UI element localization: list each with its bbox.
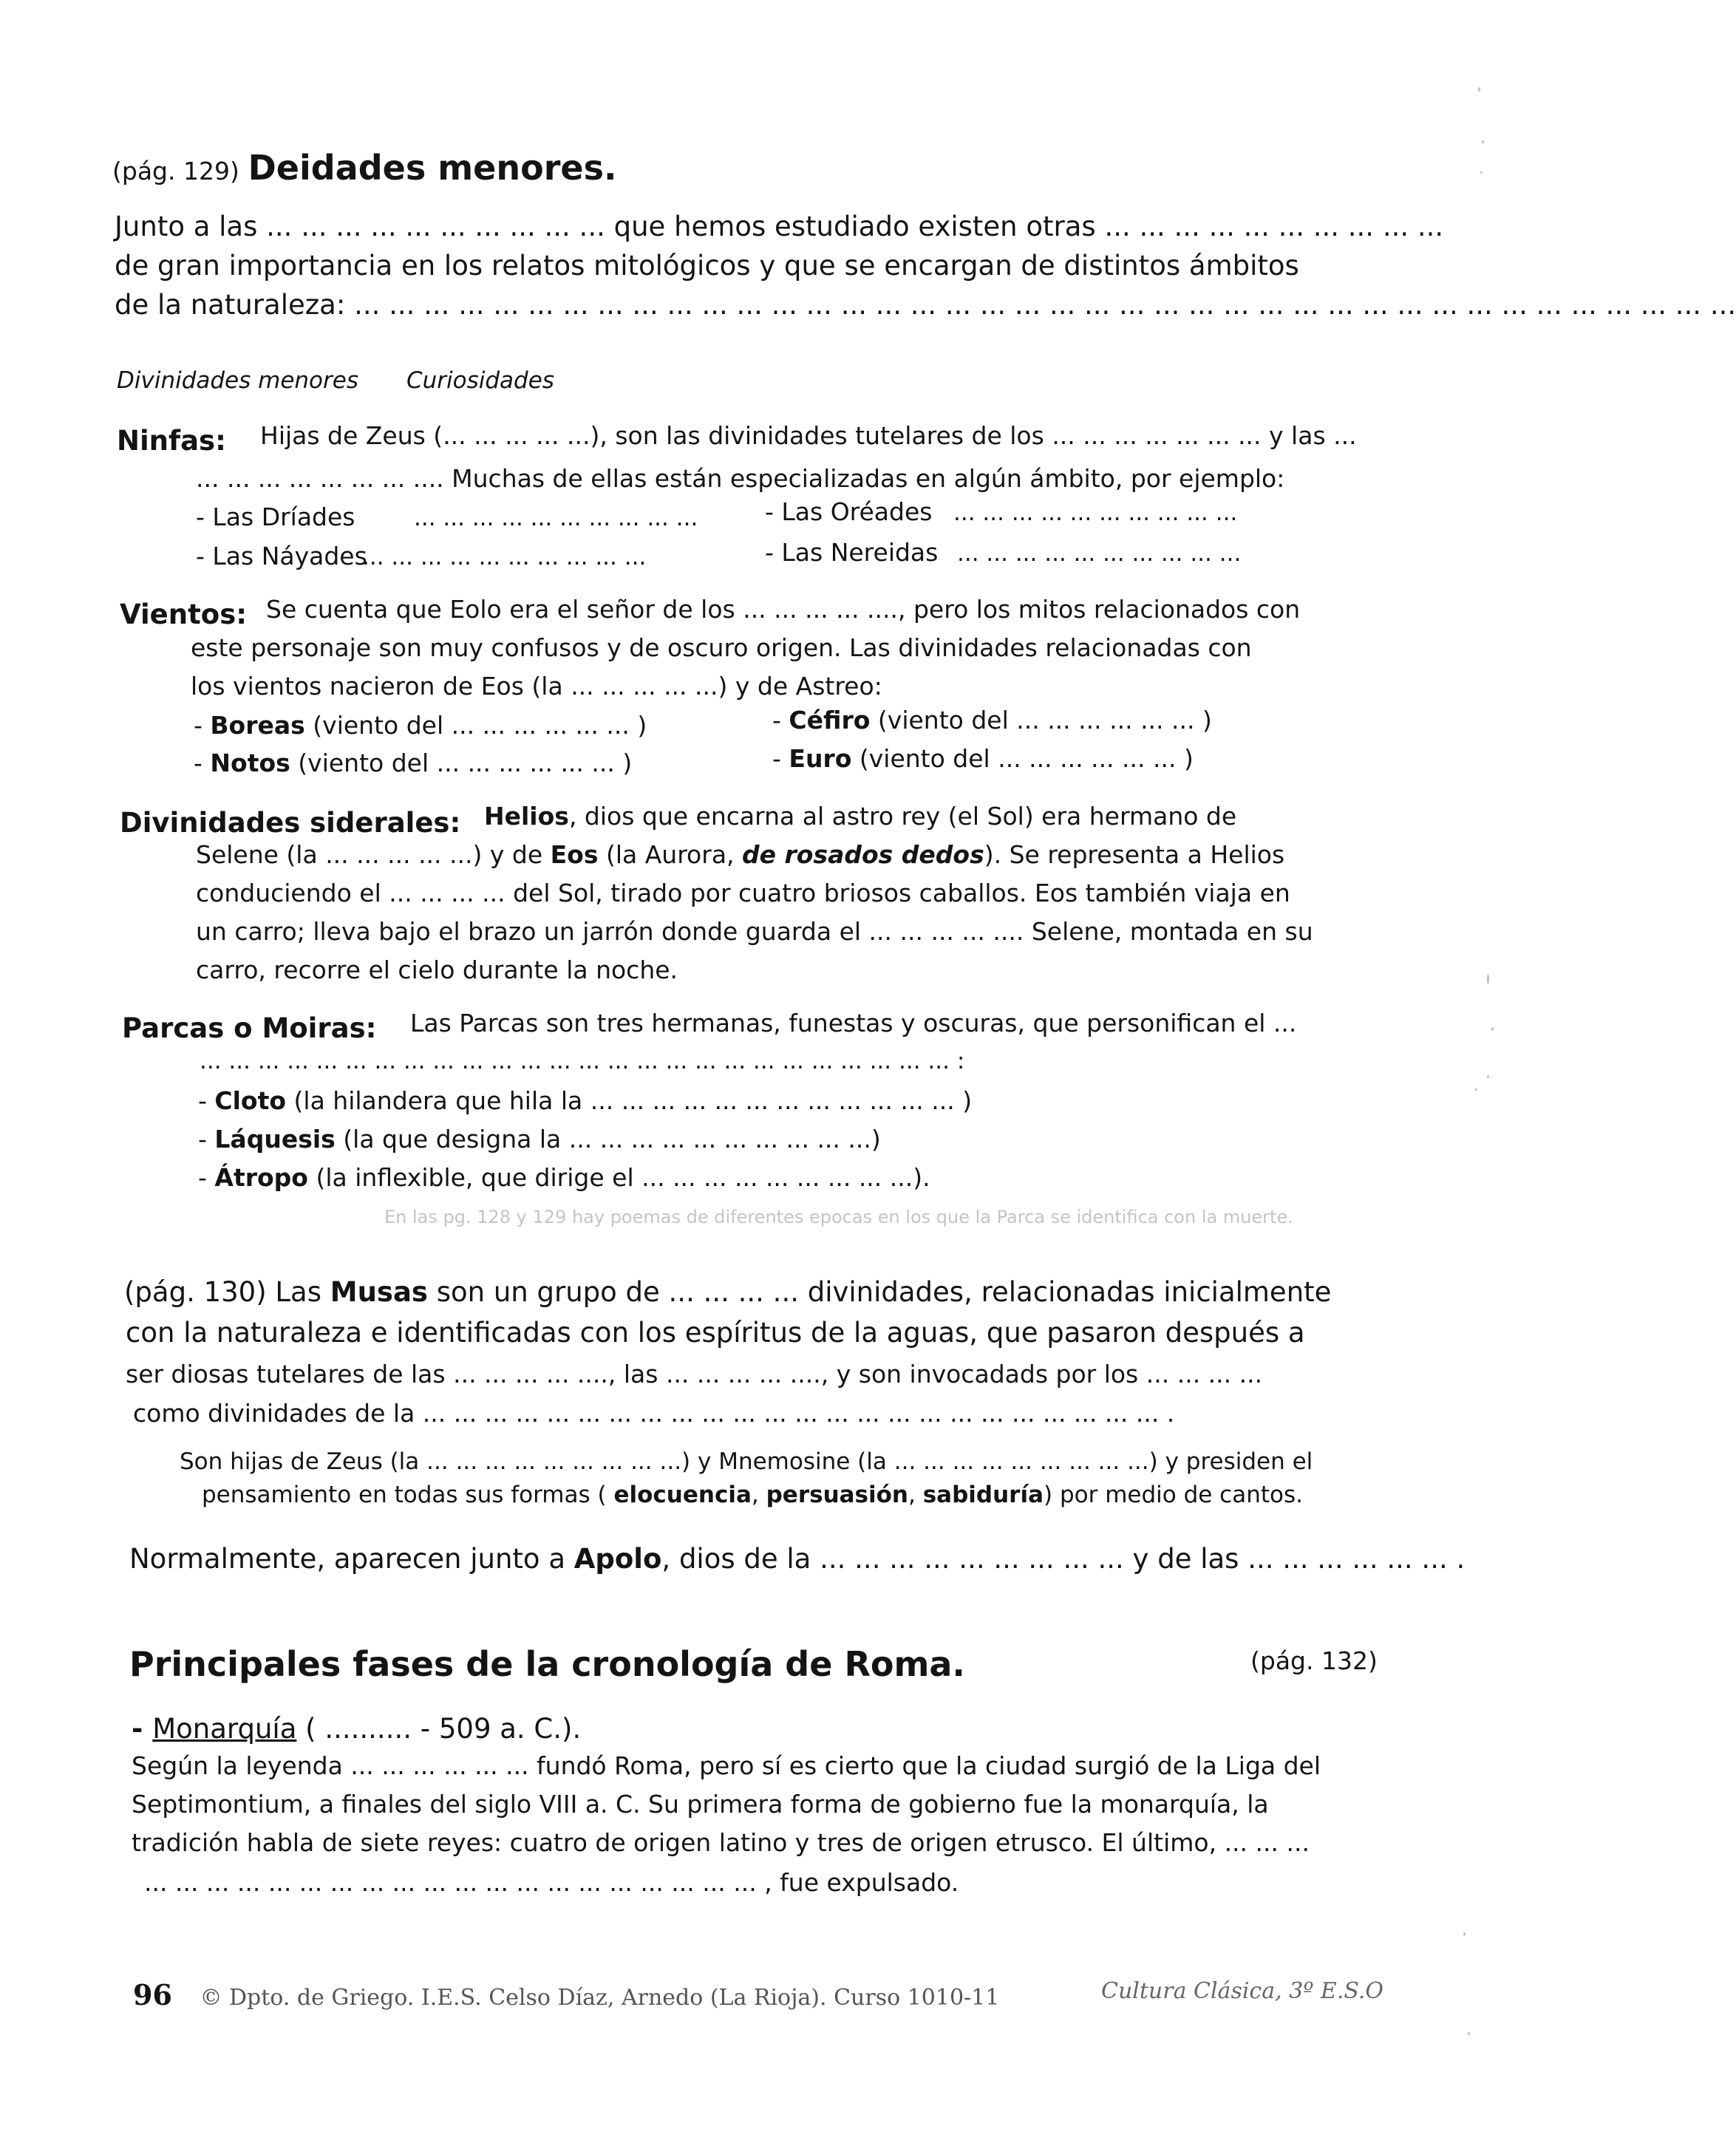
text: (la que designa la (335, 1125, 569, 1154)
blank-dots: .......... (324, 1713, 412, 1745)
name-helios: Helios (484, 802, 569, 831)
blank-dots: ... ... ... ... ... ... ... ... ... ... (1104, 211, 1444, 242)
text: con la naturaleza e identificadas con los espíritus de la aguas, que pasaron después a (126, 1317, 1305, 1349)
text: que hemos estudiado existen otras (605, 211, 1105, 242)
blank-dots: ... ... ... ... ... (443, 421, 590, 450)
text: ) por medio de cantos. (1044, 1482, 1303, 1508)
blank-dots: ... ... ... ... ... (571, 672, 718, 701)
scan-speck (1482, 140, 1484, 143)
blank-dots: ... ... ... ... ... ... ... ... ... (820, 1543, 1124, 1575)
text: como divinidades de la (133, 1399, 423, 1428)
text: , dios que encarna al astro rey (el Sol) era hermano de (568, 802, 1237, 831)
blank-dots: ... ... ... ... .... (743, 595, 898, 624)
blank-dots: ... ... ... ... ... ... (451, 711, 630, 740)
vientos-euro (772, 744, 1194, 774)
text: Según la leyenda (132, 1751, 351, 1780)
text: , pero los mitos relacionados con (898, 595, 1301, 624)
wind-name: Boreas (210, 711, 305, 740)
ninfas-nayades (196, 542, 367, 571)
blank-dots: ... ... ... ... ... ... ... ... ... (893, 1448, 1149, 1475)
blank-dots: ... ... ... ... .... (453, 1360, 608, 1388)
roma-title (129, 1644, 965, 1685)
blank-dots: ... ... ... ... .... (868, 917, 1024, 946)
text: ). Se representa a Helios (984, 840, 1285, 869)
text: (la hilandera que hila la (286, 1086, 590, 1115)
ninfas-label (117, 425, 226, 457)
text: Cultura Clásica, 3º E.S.O (1101, 1978, 1383, 2004)
text: son un grupo de (427, 1276, 669, 1308)
name-apolo: Apolo (573, 1543, 662, 1575)
blank-dots: ... ... ... ... ... ... ... ... ... ... ... ... ... ... ... ... ... ... ... ... ... ... ... ... . (422, 1399, 1175, 1428)
text: divinidades, relacionadas inicialmente (798, 1276, 1332, 1308)
parcas-line-2 (200, 1048, 964, 1075)
scan-speck (1468, 2032, 1470, 2035)
text: Selene, montada en su (1024, 917, 1313, 946)
vientos-cefiro (772, 706, 1212, 735)
blank-dots: ... ... ... ... (1146, 1360, 1263, 1388)
vientos-line-3 (191, 672, 882, 701)
text: y las ... (1261, 421, 1357, 450)
text: , fue expulsado. (756, 1868, 959, 1897)
text: ) y de Astreo: (718, 672, 882, 701)
blank-dots: ... ... ... ... (668, 1276, 799, 1308)
intro-line-1 (115, 211, 1443, 243)
page-number: 96 (133, 1978, 172, 2011)
text: - (194, 749, 211, 777)
text: Se cuenta que Eolo era el señor de los (266, 595, 743, 624)
text: y de las (1123, 1543, 1248, 1575)
blank-dots: ... ... ... ... ... ... ... ... ... (426, 1448, 682, 1475)
text: pensamiento en todas sus formas ( (202, 1482, 614, 1508)
text: (la inflexible, que dirige el (307, 1163, 642, 1192)
column-header-divinidades (117, 367, 358, 395)
text: Vientos: (120, 599, 248, 630)
blank-dots: ... ... ... ... ... ... (436, 749, 615, 777)
page-footer (133, 1978, 999, 2012)
siderales-line-2 (196, 840, 1284, 870)
scan-speck (1480, 171, 1483, 174)
epithet: de rosados dedos (742, 840, 984, 869)
text: ) (954, 1086, 973, 1115)
text: Normalmente, aparecen junto a (129, 1543, 574, 1575)
roma-para-1 (132, 1751, 1321, 1781)
text: - (132, 1713, 153, 1745)
musas-line-4 (133, 1399, 1174, 1428)
blank-dots: ... ... ... ... ... ... ... (1052, 421, 1262, 450)
ninfas-nereidas-blank (957, 540, 1241, 568)
text: Divinidades siderales: (120, 807, 461, 839)
text: (viento del (870, 706, 1017, 735)
intro-line-3 (115, 289, 1736, 321)
ninfas-oreades-blank (953, 500, 1237, 527)
text: , (751, 1482, 766, 1508)
footer-course (1101, 1978, 1383, 2005)
blank-dots: ... ... ... ... ... (325, 840, 473, 869)
text: fundó Roma, pero sí es cierto que la ciudad surgió de la Liga del (528, 1751, 1321, 1780)
blank-dots: ... ... ... ... ... ... ... ... ... ... (568, 1125, 871, 1154)
vientos-line-1 (266, 595, 1300, 624)
text: Ninfas: (117, 425, 226, 457)
scan-speck (1475, 1088, 1477, 1091)
keyword: persuasión (766, 1482, 908, 1508)
text: Septimontium, a finales del siglo VIII a. C. Su primera forma de gobierno fue la monarquía, la (132, 1790, 1269, 1819)
text: Selene (la (196, 840, 326, 869)
scan-speck (1491, 1027, 1494, 1031)
ninfas-driades (196, 502, 355, 532)
text: - (772, 706, 789, 735)
page-ref: (pág. 130) (124, 1276, 267, 1308)
faint-note (384, 1207, 1293, 1228)
roma-para-3 (132, 1828, 1310, 1858)
siderales-label (120, 807, 460, 839)
text: ) (1194, 706, 1212, 735)
text: - 509 a. C.). (411, 1713, 582, 1745)
ninfas-nereidas (765, 538, 938, 568)
vientos-line-2 (191, 633, 1252, 663)
blank-dots: ... ... ... ... ... ... ... ... ... ... ... ... (590, 1086, 955, 1115)
text: (pág. 132) (1250, 1646, 1378, 1675)
column-header-curiosidades (406, 367, 554, 395)
blank-dots: ... ... ... ... ... ... ... ... ... ... ... ... ... ... ... ... ... ... ... ... ... ... ... ... ... ... ... ... ... ... ... ... ... ... ... ... ... ... ... ... (354, 289, 1736, 321)
ninfas-line-1 (260, 421, 1357, 451)
text: - (198, 1125, 215, 1154)
period-name: Monarquía (152, 1713, 297, 1745)
scan-speck (1487, 1075, 1489, 1078)
musas-line-3 (126, 1360, 1262, 1389)
ninfas-driades-blank (414, 505, 698, 532)
intro-line-2 (115, 250, 1299, 282)
text: Las Parcas son tres hermanas, funestas y oscuras, que personifican el ... (410, 1009, 1297, 1037)
musas-small-1 (180, 1448, 1313, 1476)
siderales-line-1 (484, 802, 1236, 831)
keyword: sabiduría (922, 1482, 1044, 1508)
text: - (772, 744, 789, 773)
text: ) y presiden el (1148, 1448, 1313, 1475)
musas-small-2 (202, 1482, 1303, 1509)
musas-line-5 (129, 1543, 1465, 1575)
text: ), son las divinidades tutelares de los (590, 421, 1052, 450)
text: Hijas de Zeus ( (260, 421, 443, 450)
text: de gran importancia en los relatos mitológicos y que se encargan de distintos ámbitos (115, 250, 1299, 282)
siderales-line-4 (196, 917, 1313, 947)
text: (viento del (304, 711, 452, 740)
ninfas-nayades-blank (362, 544, 646, 571)
text: (viento del (290, 749, 437, 777)
roma-page-ref (1250, 1646, 1378, 1676)
roma-para-4 (144, 1868, 959, 1898)
ninfas-line-2 (196, 464, 1284, 494)
blank-dots: ... ... ... ... (389, 879, 506, 907)
vientos-label (120, 599, 247, 631)
name-eos: Eos (550, 840, 599, 869)
scan-speck (1478, 87, 1480, 92)
musas-line-1 (124, 1276, 1331, 1309)
text: ) (1176, 744, 1194, 773)
blank-dots: ... ... ... ... ... ... ... .... (196, 464, 444, 493)
text: (la Aurora, (598, 840, 743, 869)
text: conduciendo el (196, 879, 389, 907)
parcas-laquesis (198, 1125, 881, 1154)
text: ) (871, 1125, 881, 1154)
text: Principales fases de la cronología de Roma. (129, 1644, 965, 1684)
siderales-line-5 (196, 955, 678, 985)
blank-dots: ... ... ... (1224, 1828, 1310, 1857)
vientos-boreas (194, 711, 647, 740)
parcas-line-1 (410, 1009, 1296, 1038)
text: - (198, 1086, 215, 1115)
scan-speck (1487, 974, 1489, 984)
blank-dots: ... ... ... ... ... ... (998, 744, 1177, 773)
vientos-notos (194, 749, 632, 778)
roma-para-2 (132, 1790, 1269, 1819)
parcas-atropo (198, 1163, 930, 1193)
blank-dots: ... ... ... ... ... ... ... ... ... ... (957, 540, 1242, 567)
roma-monarquia (132, 1713, 581, 1745)
blank-dots: ... ... ... ... ... ... ... ... ... ... (953, 500, 1238, 526)
text: Junto a las (115, 211, 267, 242)
text: ) y de (472, 840, 551, 869)
parcas-cloto (198, 1086, 972, 1116)
siderales-line-3 (196, 879, 1290, 908)
text: - Las Dríades (196, 502, 355, 531)
section-header (112, 148, 616, 188)
text: , las (607, 1360, 666, 1388)
text: Parcas o Moiras: (122, 1012, 377, 1044)
blank-dots: ... ... ... ... ... ... ... ... ... ... (266, 211, 605, 242)
wind-name: Notos (210, 749, 290, 777)
text: este personaje son muy confusos y de oscuro origen. Las divinidades relacionadas con (191, 633, 1252, 662)
blank-dots: ... ... ... ... ... ... ... ... ... ... (414, 505, 698, 531)
footer-credit: © Dpto. de Griego. I.E.S. Celso Díaz, Arnedo (La Rioja). Curso 1010-11 (200, 1985, 1000, 2011)
text: carro, recorre el cielo durante la noche. (196, 955, 678, 984)
wind-name: Euro (789, 744, 852, 773)
blank-dots: ... ... ... ... ... ... (1016, 706, 1195, 735)
text: , dios de la (661, 1543, 820, 1575)
text: un carro; lleva bajo el brazo un jarrón donde guarda el (196, 917, 869, 946)
text: ) (614, 749, 633, 777)
text: ) (629, 711, 647, 740)
text: : (949, 1048, 965, 1074)
text: - Las Oréades (765, 497, 933, 526)
page-ref: (pág. 129) (112, 157, 239, 185)
blank-dots: ... ... ... ... ... ... ... ... ... (641, 1163, 913, 1192)
parca-name: Láquesis (214, 1125, 336, 1154)
name-musas: Musas (330, 1276, 428, 1308)
text: - Las Nereidas (765, 538, 939, 567)
text: ). (913, 1163, 930, 1192)
parca-name: Átropo (214, 1163, 308, 1192)
text: Las (266, 1276, 330, 1308)
wind-name: Céfiro (789, 706, 871, 735)
text: Divinidades menores (117, 367, 358, 394)
text: - Las Náyades (196, 542, 367, 570)
text: Curiosidades (406, 367, 554, 394)
text: los vientos nacieron de Eos (la (191, 672, 571, 701)
parcas-label (122, 1012, 376, 1045)
text: tradición habla de siete reyes: cuatro de origen latino y tres de origen etrusco. El último, (132, 1828, 1225, 1857)
text: , (908, 1482, 923, 1508)
text: ser diosas tutelares de las (126, 1360, 454, 1388)
text: del Sol, tirado por cuatro briosos caballos. Eos también viaja en (505, 879, 1290, 907)
text: En las pg. 128 y 129 hay poemas de diferentes epocas en los que la Parca se identifica con la muerte. (384, 1207, 1293, 1227)
scan-speck (1463, 1932, 1466, 1936)
text: - (198, 1163, 215, 1192)
text: Son hijas de Zeus (la (180, 1448, 427, 1475)
ninfas-oreades (765, 497, 932, 527)
text: Muchas de ellas están especializadas en algún ámbito, por ejemplo: (443, 464, 1285, 493)
text: , y son invocadads por los (820, 1360, 1146, 1388)
section-title: Deidades menores. (248, 148, 617, 188)
blank-dots: ... ... ... ... ... ... ... ... ... ... ... ... ... ... ... ... ... ... ... ... ... ... ... ... ... ... (200, 1048, 950, 1074)
text: ) y Mnemosine (la (681, 1448, 894, 1475)
blank-dots: ... ... ... ... ... ... ... ... ... ... (362, 544, 647, 570)
text: - (194, 711, 211, 740)
blank-dots: ... ... ... ... ... ... ... ... ... ... ... ... ... ... ... ... ... ... ... ... (144, 1868, 757, 1897)
blank-dots: ... ... ... ... .... (665, 1360, 821, 1388)
musas-line-2 (126, 1317, 1305, 1349)
text: de la naturaleza: (115, 289, 355, 321)
blank-dots: ... ... ... ... ... ... (350, 1751, 529, 1780)
keyword: elocuencia (613, 1482, 752, 1508)
blank-dots: ... ... ... ... ... ... . (1247, 1543, 1466, 1575)
text: ( (296, 1713, 325, 1745)
text: (viento del (851, 744, 998, 773)
parca-name: Cloto (214, 1086, 287, 1115)
